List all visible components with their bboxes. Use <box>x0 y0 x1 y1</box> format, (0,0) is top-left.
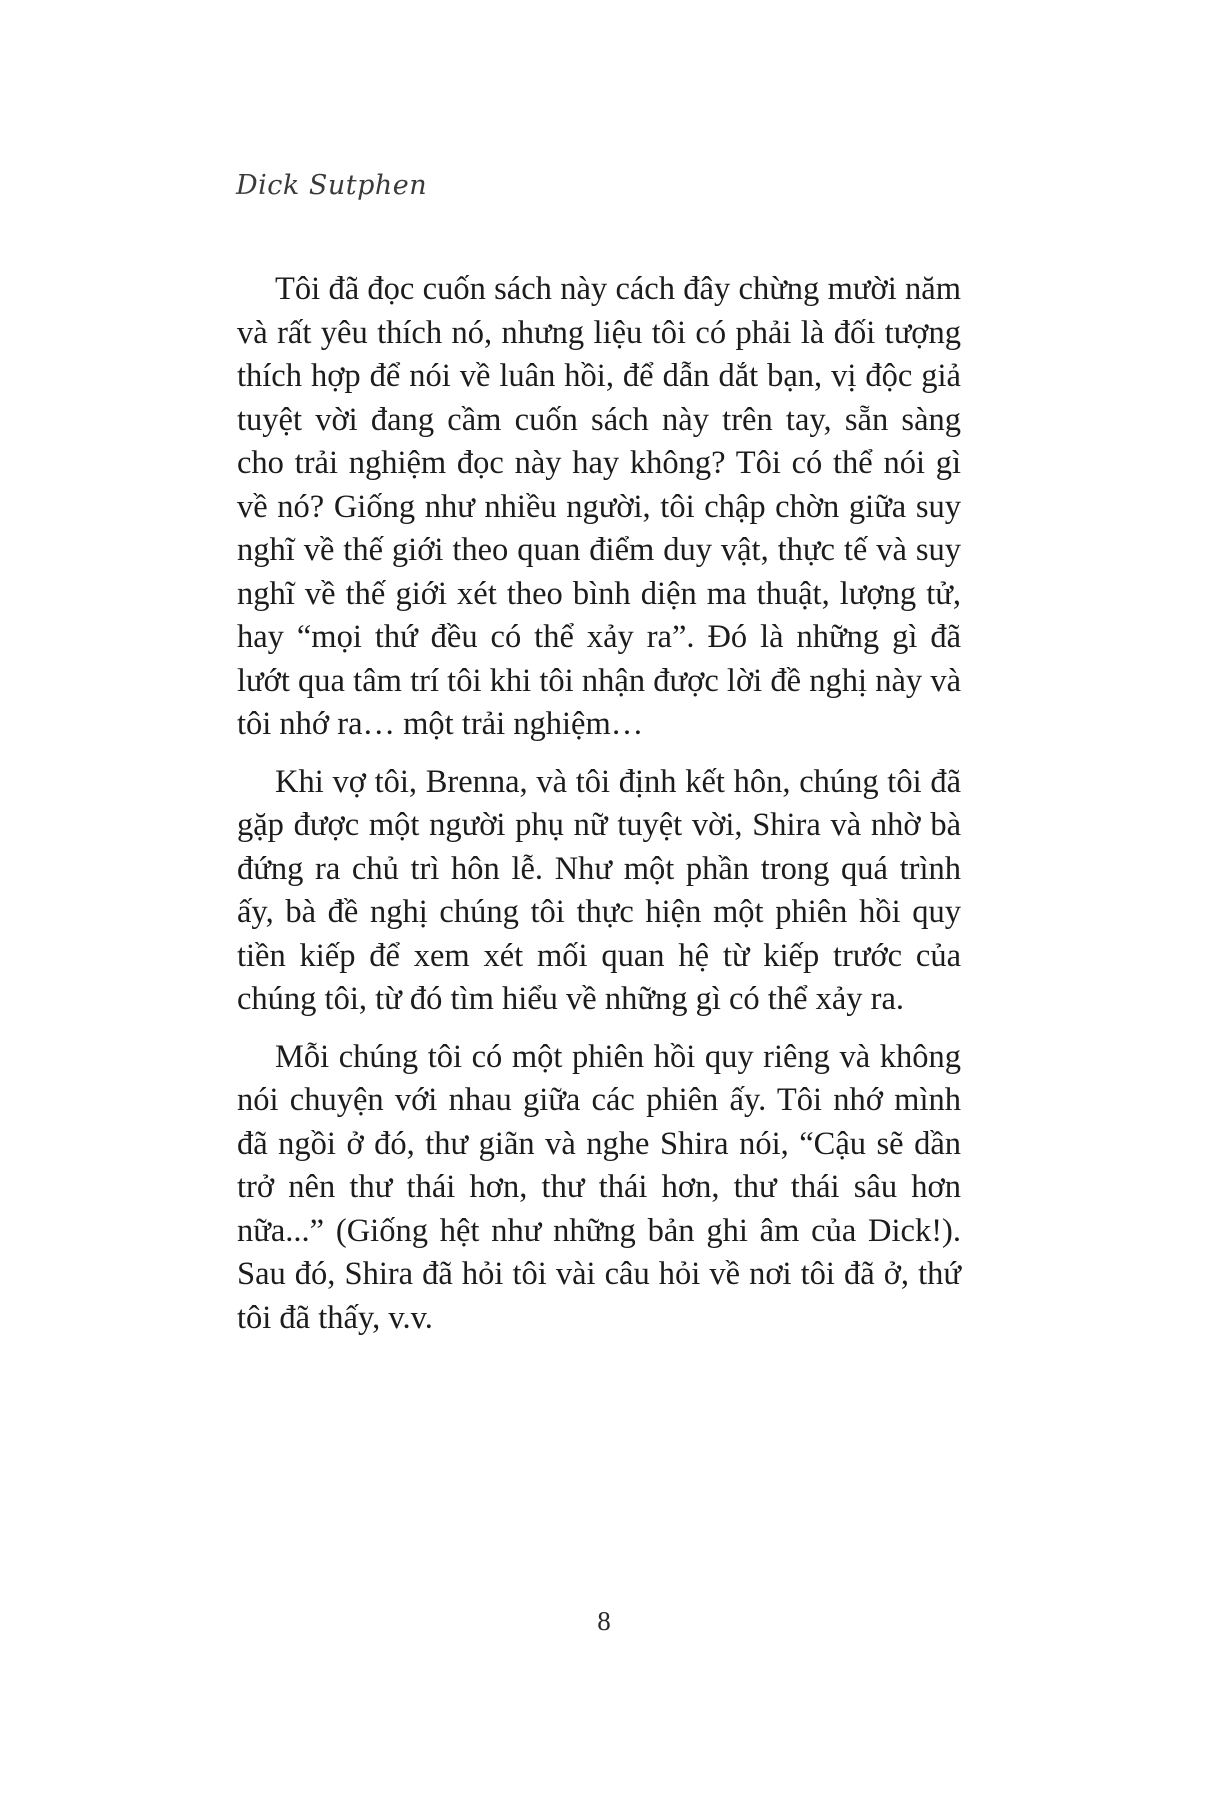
paragraph: Mỗi chúng tôi có một phiên hồi quy riêng và không nói chuyện với nhau giữa các phiên ấy. Tôi nhớ mình đã ngồi ở đó, thư giãn và nghe Shira nói, “Cậu sẽ dần trở nên thư thái hơn, thư thái hơn, thư thái sâu hơn nữa...” (Giống hệt như những bản ghi âm của Dick!). Sau đó, Shira đã hỏi tôi vài câu hỏi về nơi tôi đã ở, thứ tôi đã thấy, v.v. <box>237 1038 961 1336</box>
body-text <box>237 268 961 1354</box>
paragraph: Khi vợ tôi, Brenna, và tôi định kết hôn, chúng tôi đã gặp được một người phụ nữ tuyệt vời, Shira và nhờ bà đứng ra chủ trì hôn lễ. Như một phần trong quá trình ấy, bà đề nghị chúng tôi thực hiện một phiên hồi quy tiền kiếp để xem xét mối quan hệ từ kiếp trước của chúng tôi, từ đó tìm hiểu về những gì có thể xảy ra. <box>237 763 961 1017</box>
running-header-author: Dick Sutphen <box>236 170 428 201</box>
paragraph: Tôi đã đọc cuốn sách này cách đây chừng mười năm và rất yêu thích nó, nhưng liệu tôi có phải là đối tượng thích hợp để nói về luân hồi, để dẫn dắt bạn, vị độc giả tuyệt vời đang cầm cuốn sách này trên tay, sẵn sàng cho trải nghiệm đọc này hay không? Tôi có thể nói gì về nó? Giống như nhiều người, tôi chập chờn giữa suy nghĩ về thế giới theo quan điểm duy vật, thực tế và suy nghĩ về thế giới xét theo bình diện ma thuật, lượng tử, hay “mọi thứ đều có thể xảy ra”. Đó là những gì đã lướt qua tâm trí tôi khi tôi nhận được lời đề nghị này và tôi nhớ ra… một trải nghiệm… <box>237 271 961 742</box>
page-number: 8 <box>597 1606 611 1636</box>
